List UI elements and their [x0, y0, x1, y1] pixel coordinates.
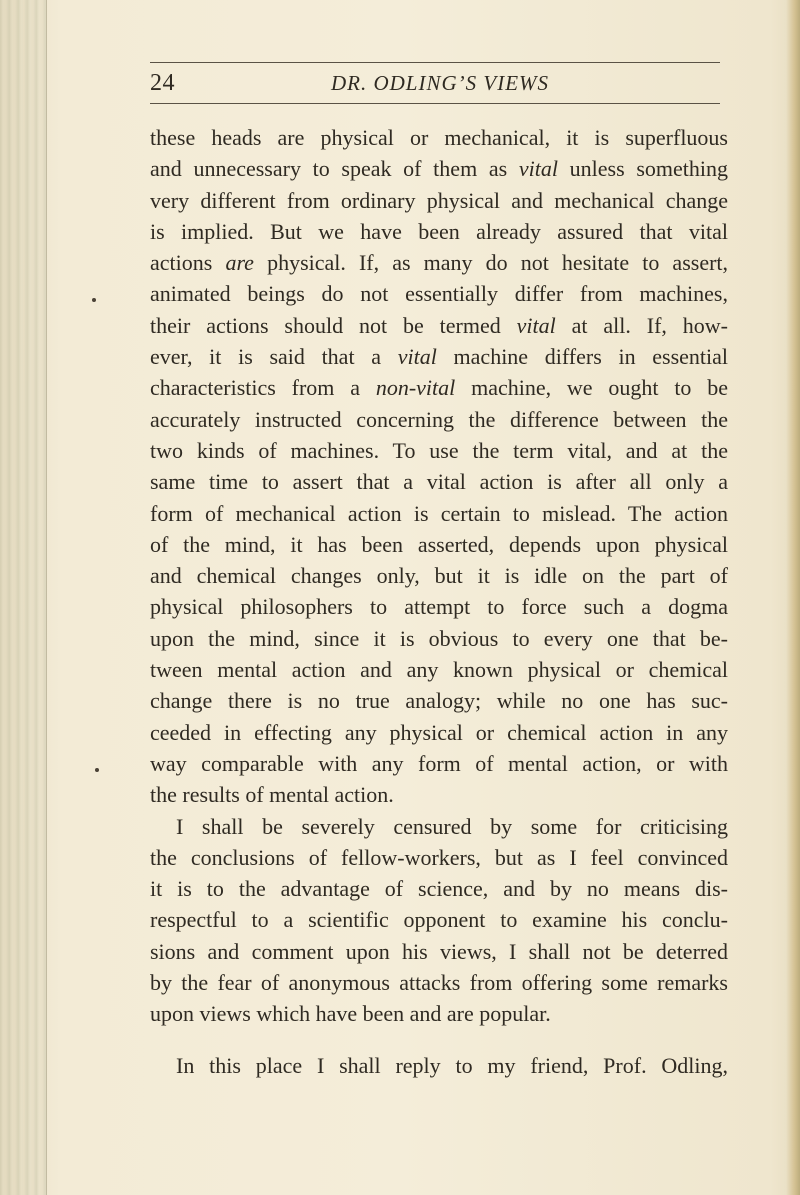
text-line: the results of mental action.	[150, 782, 394, 808]
italic-term: are	[225, 250, 254, 276]
text-line: upon views which have been and are popular.	[150, 1001, 551, 1027]
italic-term: vital	[518, 156, 558, 182]
text-line: the conclusions of fellow-workers, but as I feel convinced	[150, 844, 728, 870]
text-line: change there is no true analogy; while no one has suc-	[150, 688, 728, 714]
text-line: very different from ordinary physical and mechanical change	[150, 187, 728, 213]
text-line: I shall be severely censured by some for criticising	[176, 813, 728, 839]
text-line: upon the mind, since it is obvious to every one that be-	[150, 625, 728, 651]
page-number: 24	[150, 70, 175, 96]
paper-speck	[92, 298, 96, 302]
page-edge-shadow	[786, 0, 800, 1195]
text-line: In this place I shall reply to my friend, Prof. Odling,	[176, 1052, 728, 1078]
paper-speck	[95, 768, 99, 772]
body-text	[150, 122, 728, 1081]
text-line: animated beings do not essentially differ from machines,	[150, 281, 728, 307]
text-line: these heads are physical or mechanical, it is superfluous	[150, 125, 728, 150]
text-line: and unnecessary to speak of them as vital unless something	[150, 156, 729, 182]
italic-term: vital	[397, 344, 437, 370]
text-line: it is to the advantage of science, and by no means dis-	[150, 876, 728, 902]
text-line: characteristics from a non-vital machine, we ought to be	[150, 375, 729, 401]
text-line: way comparable with any form of mental action, or with	[150, 750, 728, 776]
text-line: two kinds of machines. To use the term vital, and at the	[150, 437, 728, 463]
text-line: by the fear of anonymous attacks from offering some remarks	[150, 970, 728, 996]
text-line: their actions should not be termed vital at all. If, how-	[150, 312, 729, 338]
text-line: and chemical changes only, but it is idle on the part of	[150, 563, 728, 589]
text-line: ever, it is said that a vital machine differs in essential	[150, 344, 729, 370]
text-line: of the mind, it has been asserted, depends upon physical	[150, 531, 728, 557]
text-line: actions are physical. If, as many do not hesitate to assert,	[150, 250, 729, 276]
text-line: ceeded in effecting any physical or chemical action in any	[150, 719, 728, 745]
running-head: DR. ODLING’S VIEWS	[330, 71, 550, 95]
italic-term: vital	[516, 312, 556, 338]
header-rule-bottom	[150, 103, 720, 104]
header-rule-top	[150, 62, 720, 63]
text-line: same time to assert that a vital action is after all only a	[150, 469, 728, 495]
text-line: respectful to a scientific opponent to examine his conclu-	[150, 907, 728, 933]
text-line: sions and comment upon his views, I shall not be deterred	[150, 938, 728, 964]
text-line: tween mental action and any known physical or chemical	[150, 657, 728, 683]
text-line: physical philosophers to attempt to force such a dogma	[150, 594, 728, 620]
text-line: accurately instructed concerning the difference between the	[150, 406, 728, 432]
text-line: form of mechanical action is certain to mislead. The action	[150, 500, 728, 526]
text-line: is implied. But we have been already assured that vital	[150, 218, 728, 244]
binding-gutter	[0, 0, 47, 1195]
paragraph-gap	[150, 1030, 728, 1050]
italic-term: non-vital	[375, 375, 456, 401]
page-header	[150, 70, 720, 98]
